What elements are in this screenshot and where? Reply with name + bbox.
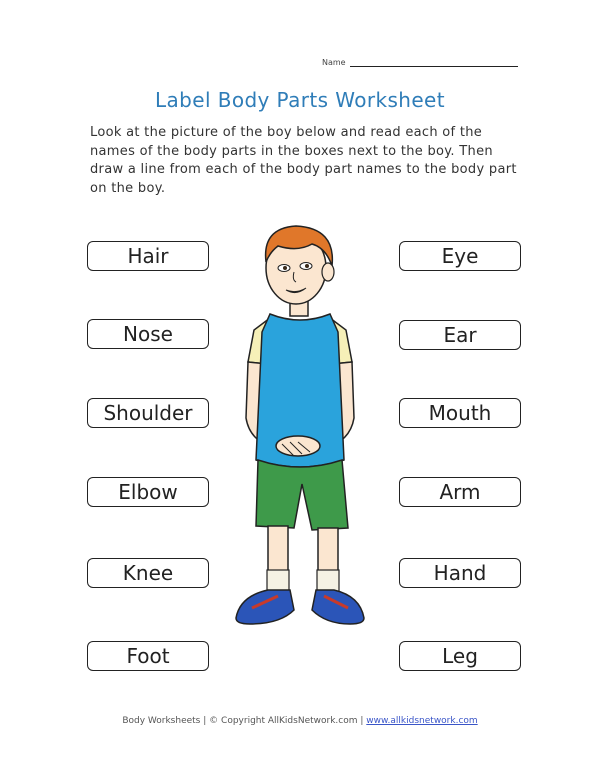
- page-title: Label Body Parts Worksheet: [154, 88, 445, 112]
- label-box-knee: Knee: [87, 558, 209, 588]
- name-field: [322, 56, 518, 67]
- label-box-eye: Eye: [399, 241, 521, 271]
- boy-illustration-icon: [232, 222, 368, 632]
- label-box-elbow: Elbow: [87, 477, 209, 507]
- label-box-nose: Nose: [87, 319, 209, 349]
- label-box-foot: Foot: [87, 641, 209, 671]
- label-box-arm: Arm: [399, 477, 521, 507]
- footer-url-link[interactable]: www.allkidsnetwork.com: [366, 716, 478, 726]
- footer: [0, 716, 600, 726]
- label-box-ear: Ear: [399, 320, 521, 350]
- label-box-shoulder: Shoulder: [87, 398, 209, 428]
- footer-separator: |: [203, 716, 207, 726]
- footer-separator-2: |: [360, 716, 364, 726]
- label-box-leg: Leg: [399, 641, 521, 671]
- name-line[interactable]: [350, 56, 518, 67]
- name-label: Name: [322, 58, 346, 67]
- label-box-mouth: Mouth: [399, 398, 521, 428]
- instructions-text: Look at the picture of the boy below and read each of the names of the body parts in the boxes next to the boy. Then draw a line from each of the body part names to the body part on the boy.: [90, 125, 517, 196]
- label-box-hair: Hair: [87, 241, 209, 271]
- footer-body-worksheets[interactable]: Body Worksheets: [122, 716, 201, 726]
- footer-copyright: © Copyright AllKidsNetwork.com: [209, 716, 358, 726]
- label-box-hand: Hand: [399, 558, 521, 588]
